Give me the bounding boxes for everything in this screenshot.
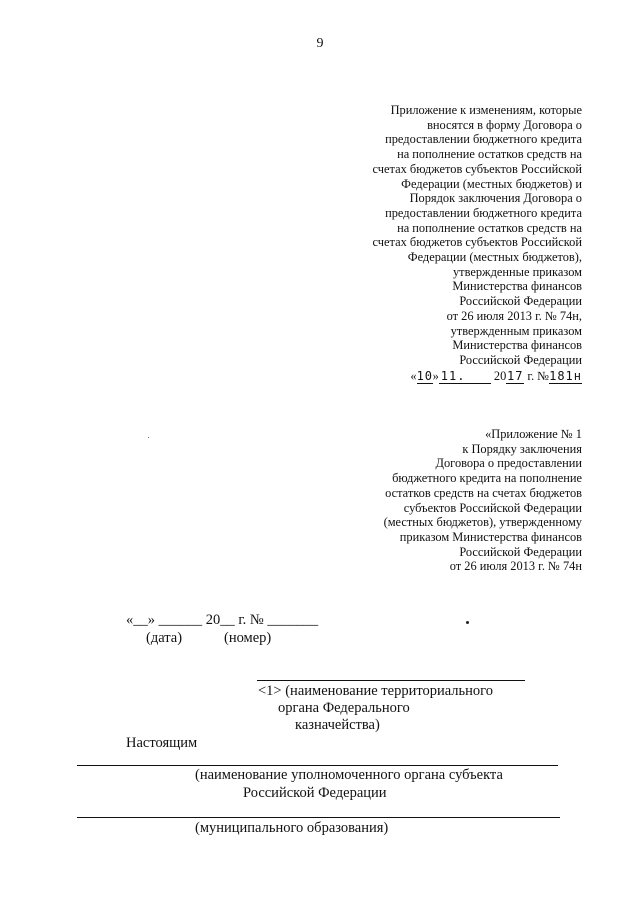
scan-speck: [148, 437, 149, 438]
order-year-prefix: 20: [493, 368, 507, 383]
treasury-caption-1: <1> (наименование территориального: [258, 683, 494, 699]
order-month: 11.: [439, 370, 491, 384]
approval-line: к Порядку заключения: [462, 441, 582, 456]
date-caption: (дата): [146, 630, 183, 646]
order-open-quote: «: [410, 368, 417, 383]
appendix-line: Федерации (местных бюджетов),: [407, 250, 582, 265]
approval-line: «Приложение № 1: [485, 427, 582, 441]
appendix-line: Федерации (местных бюджетов) и: [401, 176, 582, 191]
municipal-name-line: [77, 817, 560, 818]
approval-line: остатков средств на счетах бюджетов: [385, 485, 582, 500]
appendix-line: счетах бюджетов субъектов Российской: [372, 161, 582, 176]
number-caption: (номер): [224, 630, 272, 646]
appendix-line: на пополнение остатков средств на: [397, 220, 582, 235]
appendix-note: [373, 103, 582, 384]
appendix-line: от 26 июля 2013 г. № 74н,: [446, 308, 582, 323]
order-year-suffix: 17: [507, 368, 524, 383]
approval-note: [384, 427, 582, 574]
appendix-line: Приложение к изменениям, которые: [390, 103, 582, 117]
appendix-line: предоставлении бюджетного кредита: [385, 205, 582, 220]
approval-line: бюджетного кредита на пополнение: [392, 471, 582, 486]
authority-caption-2: Российской Федерации: [243, 785, 387, 801]
appendix-line: Российской Федерации: [459, 294, 582, 309]
appendix-line: Порядок заключения Договора о: [409, 191, 582, 206]
approval-line: Договора о предоставлении: [435, 456, 582, 471]
approval-line: Российской Федерации: [459, 544, 582, 559]
order-date-number-line: [373, 369, 582, 384]
approval-line: субъектов Российской Федерации: [403, 500, 582, 515]
order-day: 10: [416, 368, 434, 383]
appendix-line: предоставлении бюджетного кредита: [385, 132, 582, 147]
nastoyashchim-text: Настоящим: [126, 735, 198, 751]
order-number-label: г. №: [527, 368, 550, 383]
appendix-line: Министерства финансов: [452, 279, 582, 294]
appendix-line: утвержденные приказом: [452, 264, 582, 279]
appendix-line: вносятся в форму Договора о: [427, 117, 582, 132]
authority-caption-1: (наименование уполномоченного органа субъекта: [195, 767, 503, 783]
order-close-quote: »: [432, 368, 439, 383]
order-number: 181н: [549, 368, 582, 383]
appendix-line: на пополнение остатков средств на: [397, 147, 582, 162]
treasury-name-line: [257, 680, 525, 681]
appendix-line: Министерства финансов: [452, 338, 582, 353]
authority-name-line: [77, 765, 558, 766]
page-number: 9: [316, 36, 324, 51]
approval-line: приказом Министерства финансов: [399, 529, 582, 544]
appendix-line: утвержденным приказом: [450, 323, 582, 338]
municipal-caption: (муниципального образования): [195, 820, 389, 836]
appendix-line: Российской Федерации: [459, 352, 582, 367]
date-number-line: «__» ______ 20__ г. № _______: [126, 612, 319, 628]
appendix-line: счетах бюджетов субъектов Российской: [372, 235, 582, 250]
scan-dot: [466, 621, 469, 624]
approval-line: от 26 июля 2013 г. № 74н: [449, 559, 582, 574]
approval-line: (местных бюджетов), утвержденному: [383, 515, 582, 530]
treasury-caption-3: казначейства): [295, 717, 380, 733]
treasury-caption-2: органа Федерального: [278, 700, 410, 716]
